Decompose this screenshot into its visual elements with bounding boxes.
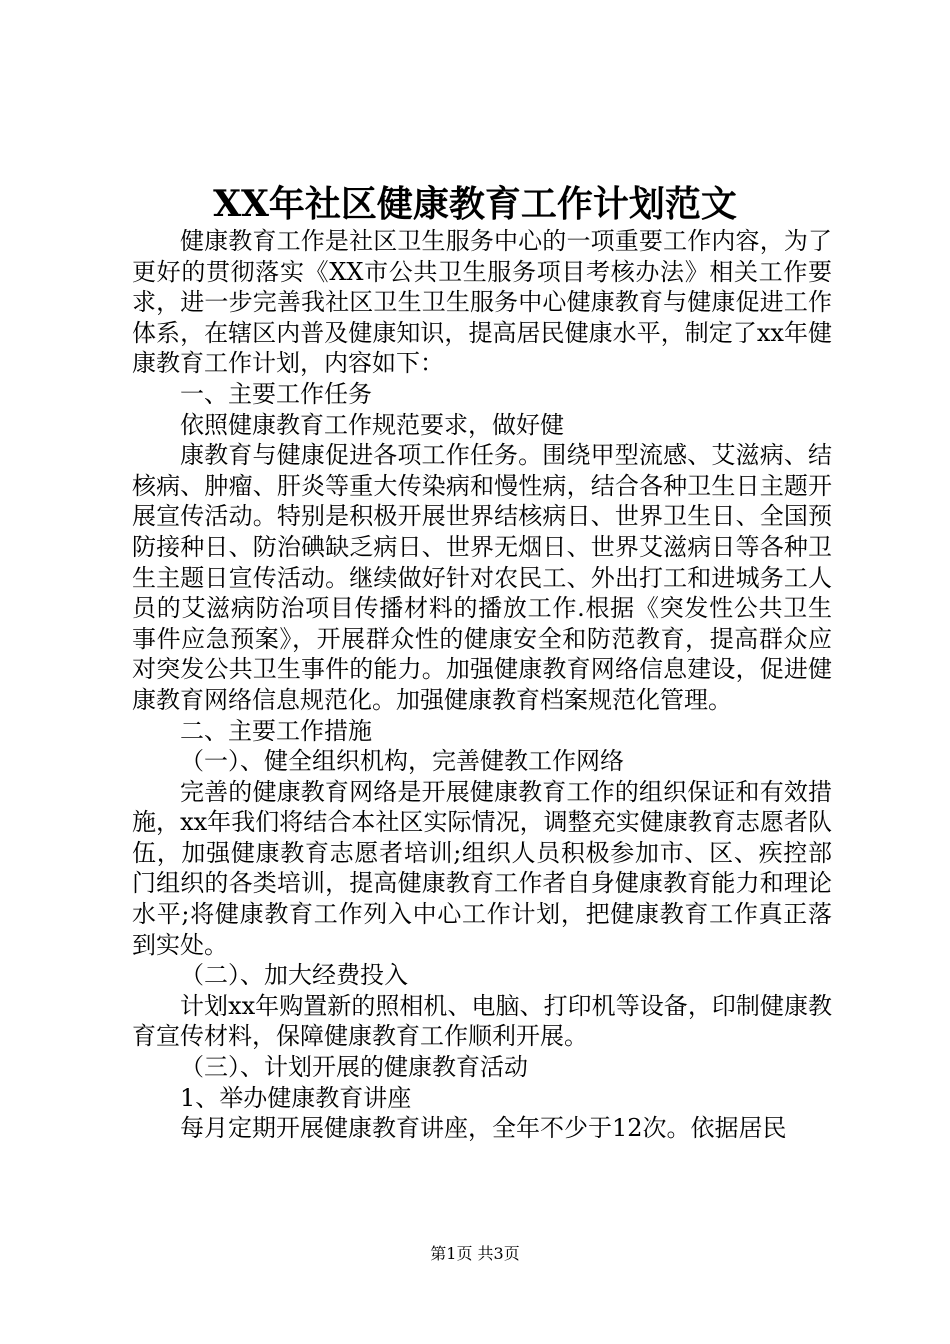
paragraph-tasks-lead: 依照健康教育工作规范要求，做好健 — [180, 410, 564, 439]
paragraph-funding: 计划xx年购置新的照相机、电脑、打印机等设备，印制健康教育宣传材料，保障健康教育工作顺利开展。 — [132, 991, 832, 1051]
subheading-organization: （一）、健全组织机构，完善健教工作网络 — [180, 747, 624, 776]
paragraph-lectures: 每月定期开展健康教育讲座，全年不少于12次。依据居民 — [180, 1114, 787, 1143]
subheading-funding: （二）、加大经费投入 — [180, 961, 408, 990]
page-footer: 第1页 共3页 — [430, 1244, 520, 1263]
paragraph-tasks-body: 康教育与健康促进各项工作任务。围绕甲型流感、艾滋病、结核病、肿瘤、肝炎等重大传染病和慢性病，结合各种卫生日主题开展宣传活动。特别是积极开展世界结核病日、世界卫生日、全国预防接种日、防治碘缺乏病日、世界无烟日、世界艾滋病日等各种卫生主题日宣传活动。继续做好针对农民工、外出打工和进城务工人员的艾滋病防治项目传播材料的播放工作.根据《突发性公共卫生事件应急预案》，开展群众性的健康安全和防范教育，提高群众应对突发公共卫生事件的能力。加强健康教育网络信息建设，促进健康教育网络信息规范化。加强健康教育档案规范化管理。 — [132, 441, 832, 714]
paragraph-organization: 完善的健康教育网络是开展健康教育工作的组织保证和有效措施，xx年我们将结合本社区实际情况，调整充实健康教育志愿者队伍，加强健康教育志愿者培训;组织人员积极参加市、区、疾控部门组织的各类培训，提高健康教育工作者自身健康教育能力和理论水平;将健康教育工作列入中心工作计划，把健康教育工作真正落到实处。 — [132, 777, 832, 959]
heading-main-measures: 二、主要工作措施 — [180, 716, 372, 745]
heading-main-tasks: 一、主要工作任务 — [180, 379, 372, 408]
document-body — [132, 226, 832, 1144]
paragraph-intro: 健康教育工作是社区卫生服务中心的一项重要工作内容，为了更好的贯彻落实《XX市公共卫生服务项目考核办法》相关工作要求，进一步完善我社区卫生卫生服务中心健康教育与健康促进工作体系，在辖区内普及健康知识，提高居民健康水平，制定了xx年健康教育工作计划，内容如下： — [132, 227, 832, 378]
subheading-activities: （三）、计划开展的健康教育活动 — [180, 1053, 528, 1082]
subheading-lectures: 1、举办健康教育讲座 — [180, 1083, 412, 1112]
document-title: XX年社区健康教育工作计划范文 — [213, 183, 737, 225]
